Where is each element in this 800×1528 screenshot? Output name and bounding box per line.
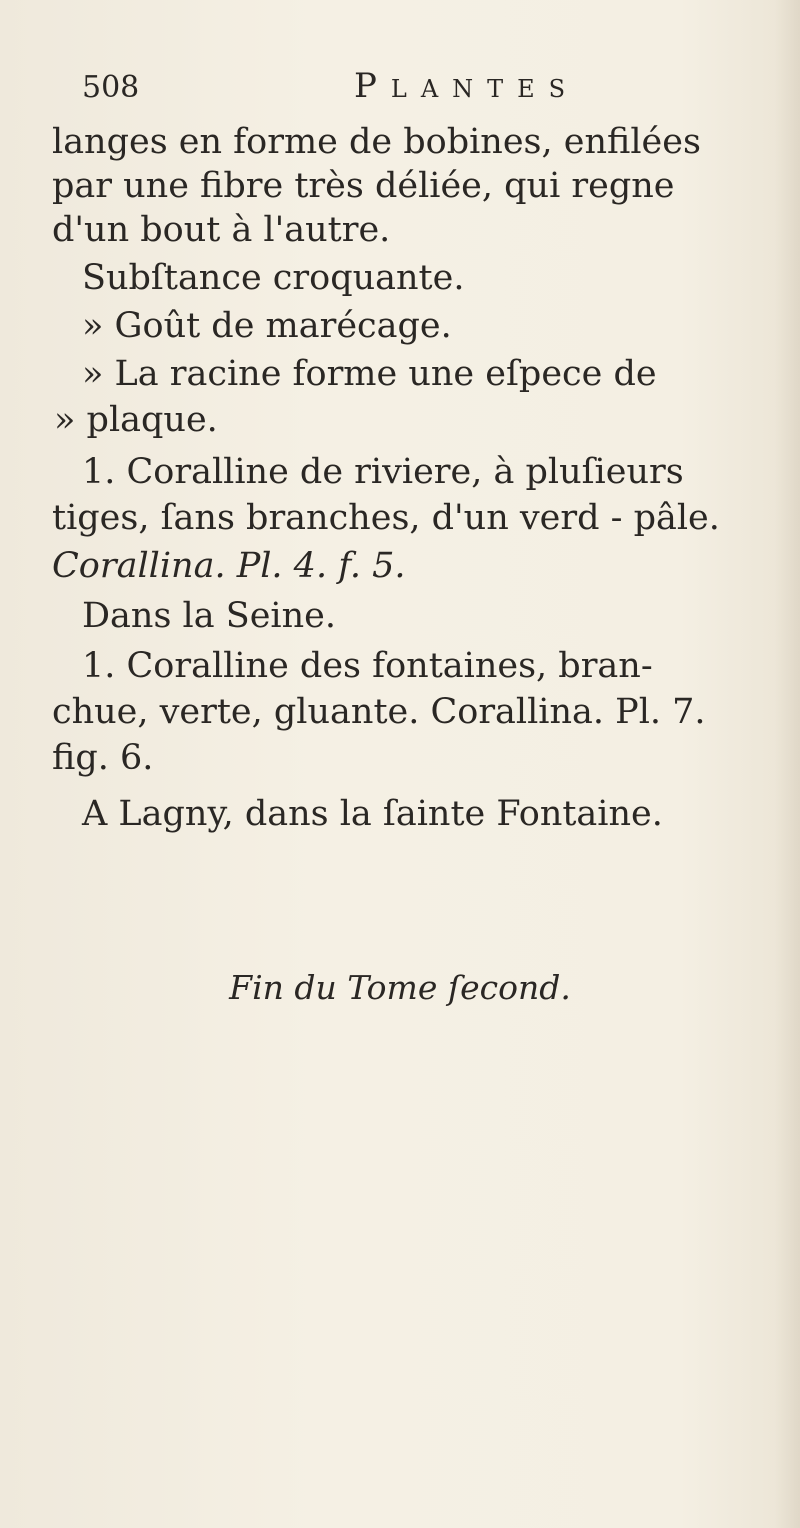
end-of-volume-note: Fin du Tome ſecond. xyxy=(229,968,571,1007)
page-edge-shadow xyxy=(774,0,800,1528)
text-line: Dans la Seine. xyxy=(82,596,337,636)
text-line: 1. Coralline de riviere, à pluſieurs xyxy=(82,452,684,492)
text-line: A Lagny, dans la ſainte Fontaine. xyxy=(82,794,663,834)
text-line: chue, verte, gluante. Corallina. Pl. 7. xyxy=(52,692,706,732)
running-head: Plantes xyxy=(354,66,580,106)
text-line: 1. Coralline des fontaines, bran- xyxy=(82,646,653,686)
text-line: » Goût de marécage. xyxy=(82,306,452,346)
text-line: d'un bout à l'autre. xyxy=(52,210,391,250)
text-line: Corallina. Pl. 4. f. 5. xyxy=(52,546,406,586)
page-header xyxy=(82,66,722,110)
text-line: langes en forme de bobines, enfilées xyxy=(52,122,701,162)
text-line: » plaque. xyxy=(54,400,218,440)
text-line: par une fibre très déliée, qui regne xyxy=(52,166,675,206)
text-line: fig. 6. xyxy=(52,738,154,778)
text-line: » La racine forme une eſpece de xyxy=(82,354,657,394)
text-line: tiges, ſans branches, d'un verd - pâle. xyxy=(52,498,720,538)
text-line: Subſtance croquante. xyxy=(82,258,465,298)
page-number: 508 xyxy=(82,70,140,105)
